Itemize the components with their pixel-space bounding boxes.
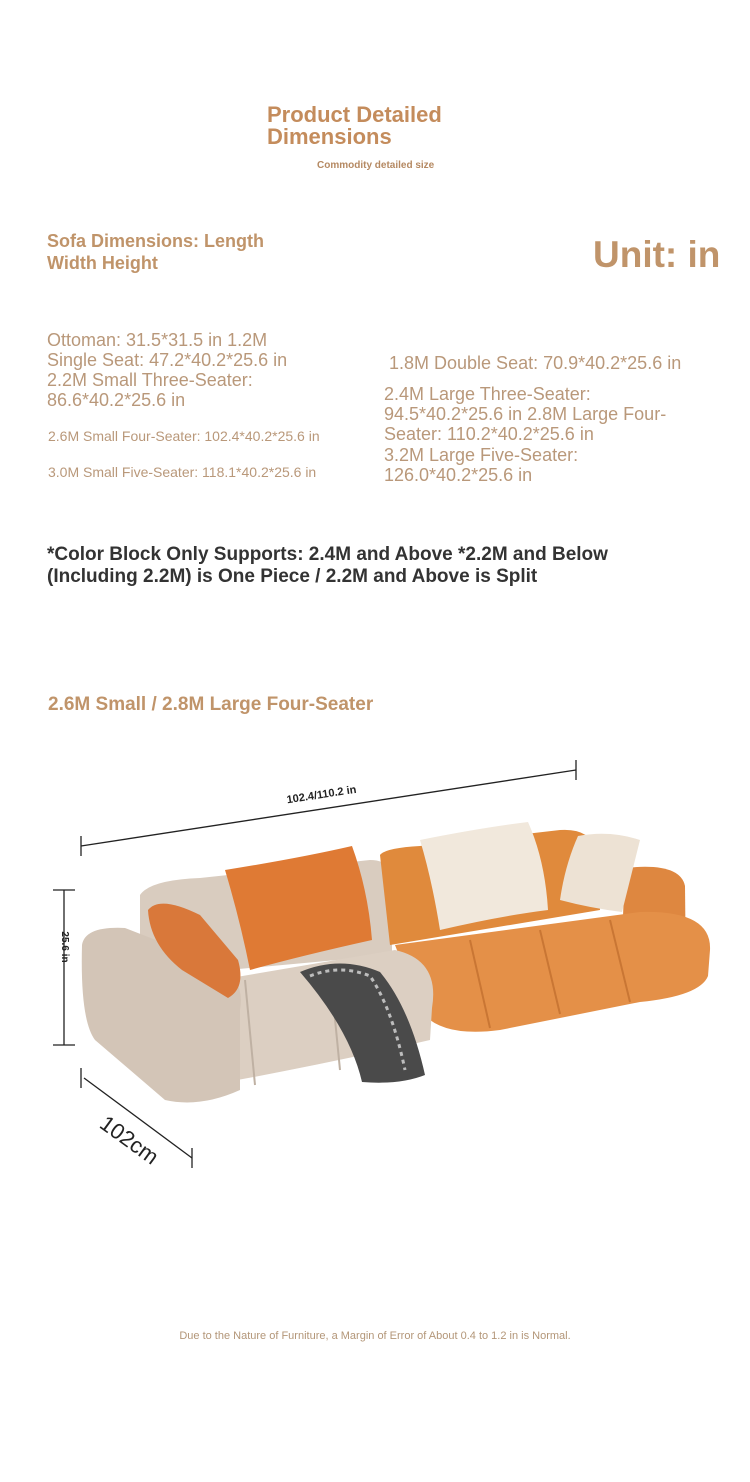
page-title	[267, 104, 442, 148]
spec-right-five-seater: 3.2M Large Five-Seater: 126.0*40.2*25.6 in	[384, 445, 579, 485]
page-subtitle: Commodity detailed size	[317, 160, 435, 171]
model-label: 2.6M Small / 2.8M Large Four-Seater	[48, 694, 374, 715]
height-dimension-label: 25.6 in	[59, 931, 70, 963]
dimensions-label: Sofa Dimensions: Length Width Height	[47, 231, 265, 273]
split-note: *Color Block Only Supports: 2.4M and Above *2.2M and Below (Including 2.2M) is One Piece / 2.2M and Above is Split	[47, 544, 608, 587]
sofa-diagram	[0, 740, 750, 1200]
spec-right-double-seat: 1.8M Double Seat: 70.9*40.2*25.6 in	[389, 353, 682, 373]
unit-label: Unit: in	[593, 234, 721, 275]
title-line-1: Product Detailed	[267, 102, 442, 127]
title-line-2: Dimensions	[267, 124, 392, 149]
depth-dimension-label: 102cm	[95, 1110, 164, 1170]
length-dimension-label: 102.4/110.2 in	[285, 783, 358, 807]
spec-left-four-seater: 2.6M Small Four-Seater: 102.4*40.2*25.6 in	[48, 428, 320, 444]
sofa-illustration	[82, 822, 710, 1102]
spec-left-block: Ottoman: 31.5*31.5 in 1.2M Single Seat: 47.2*40.2*25.6 in 2.2M Small Three-Seater: 86.6*40.2*25.6 in	[47, 330, 288, 410]
spec-left-five-seater: 3.0M Small Five-Seater: 118.1*40.2*25.6 in	[48, 464, 317, 480]
error-margin-note: Due to the Nature of Furniture, a Margin of Error of About 0.4 to 1.2 in is Normal.	[179, 1330, 571, 1342]
spec-right-block: 2.4M Large Three-Seater: 94.5*40.2*25.6 in 2.8M Large Four-Seater: 110.2*40.2*25.6 in	[384, 384, 667, 444]
